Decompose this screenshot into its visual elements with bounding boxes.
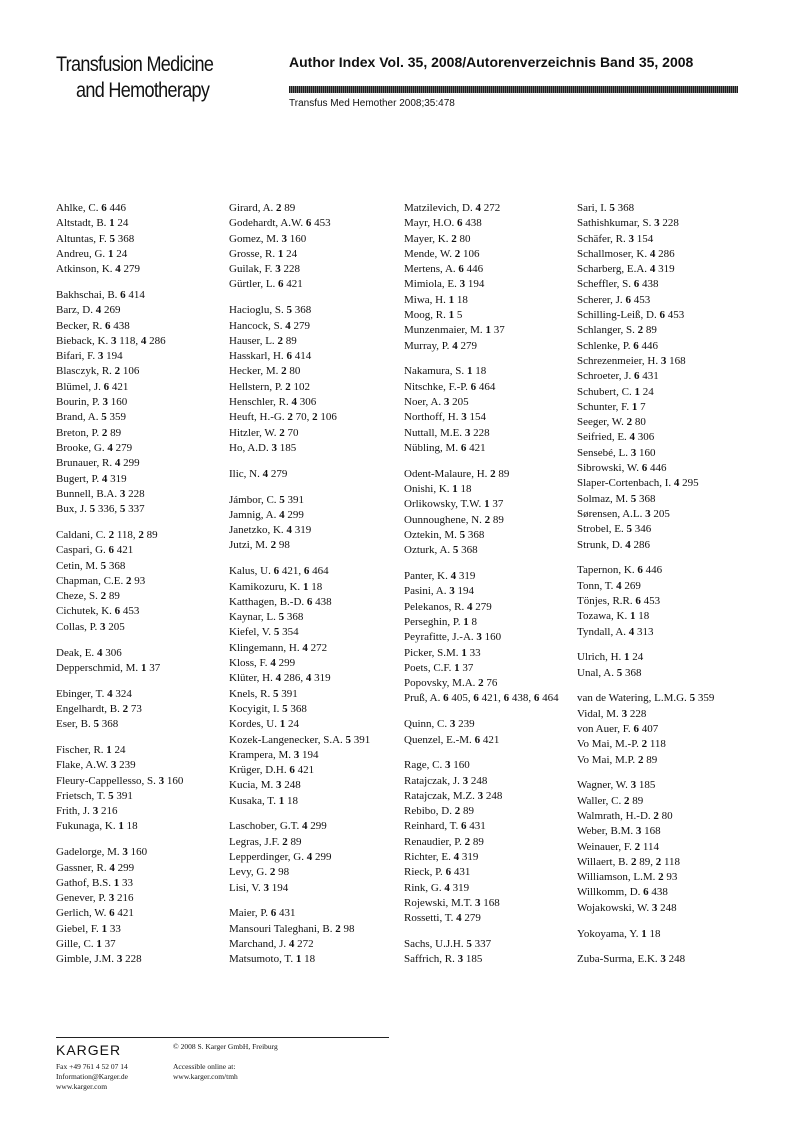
- copyright: © 2008 S. Karger GmbH, Freiburg: [173, 1042, 278, 1051]
- author-entry: Waller, C. 2 89: [577, 794, 644, 807]
- email-link[interactable]: Information@Karger.de: [56, 1072, 128, 1081]
- author-entry: Giebel, F. 1 33: [56, 922, 121, 935]
- author-entry: Bux, J. 5 336, 5 337: [56, 503, 145, 516]
- author-entry: Frith, J. 3 216: [56, 805, 118, 818]
- author-entry: Hauser, L. 2 89: [229, 334, 297, 347]
- author-entry: Schäfer, R. 3 154: [577, 232, 654, 245]
- author-entry: Guilak, F. 3 228: [229, 263, 300, 276]
- author-entry: Collas, P. 3 205: [56, 620, 125, 633]
- author-entry: Matzilevich, D. 4 272: [404, 202, 501, 214]
- group-gap: [229, 456, 397, 467]
- author-entry: Levy, G. 2 98: [229, 866, 290, 879]
- author-entry: Schallmoser, K. 4 286: [577, 247, 675, 260]
- author-entry: Altuntas, F. 5 368: [56, 232, 135, 245]
- author-entry: Willkomm, D. 6 438: [577, 886, 668, 899]
- author-entry: Legras, J.F. 2 89: [229, 835, 302, 848]
- author-entry: Scharberg, E.A. 4 319: [577, 263, 675, 276]
- author-entry: Seeger, W. 2 80: [577, 416, 646, 429]
- author-entry: Hancock, S. 4 279: [229, 319, 310, 332]
- author-entry: Lepperdinger, G. 4 299: [229, 851, 332, 864]
- author-entry: Willaert, B. 2 89, 2 118: [577, 855, 681, 868]
- author-entry: Gille, C. 1 37: [56, 938, 116, 951]
- author-entry: Schubert, C. 1 24: [577, 385, 654, 398]
- author-entry: Kloss, F. 4 299: [229, 657, 296, 670]
- author-entry: Vo Mai, M.-P. 2 118: [577, 738, 666, 751]
- author-entry: Matsumoto, T. 1 18: [229, 953, 316, 966]
- author-entry: Saffrich, R. 3 185: [404, 953, 483, 966]
- author-entry: Strobel, E. 5 346: [577, 523, 652, 536]
- author-entry: Schilling-Leiß, D. 6 453: [577, 309, 685, 322]
- online-access: [173, 1062, 238, 1082]
- author-entry: Caspari, G. 6 421: [56, 544, 134, 557]
- author-entry: Chapman, C.E. 2 93: [56, 574, 146, 587]
- author-entry: Altstadt, B. 1 24: [56, 217, 129, 230]
- author-entry: Fukunaga, K. 1 18: [56, 820, 138, 833]
- author-entry: Odent-Malaure, H. 2 89: [404, 467, 510, 480]
- author-entry: Orlikowsky, T.W. 1 37: [404, 498, 504, 511]
- author-entry: Rojewski, M.T. 3 168: [404, 896, 500, 909]
- author-entry: Hacioglu, S. 5 368: [229, 304, 312, 317]
- author-entry: Kucia, M. 3 248: [229, 779, 301, 792]
- author-entry: Pelekanos, R. 4 279: [404, 600, 492, 613]
- author-entry: Heuft, H.-G. 2 70, 2 106: [229, 411, 337, 424]
- author-entry: Rieck, P. 6 431: [404, 866, 471, 879]
- author-entry: Northoff, H. 3 154: [404, 411, 486, 424]
- author-entry: Williamson, L.M. 2 93: [577, 871, 678, 884]
- author-entry: Ahlke, C. 6 446: [56, 202, 126, 214]
- author-entry: Pasini, A. 3 194: [404, 585, 474, 598]
- accessible-label: Accessible online at:: [173, 1062, 236, 1071]
- website-link[interactable]: www.karger.com: [56, 1082, 108, 1091]
- group-gap: [577, 768, 745, 779]
- author-entry: Zuba-Surma, E.K. 3 248: [577, 953, 686, 966]
- author-entry: Yokoyama, Y. 1 18: [577, 927, 661, 940]
- author-entry: Scheffler, S. 6 438: [577, 278, 659, 291]
- group-gap: [56, 676, 224, 687]
- group-gap: [56, 835, 224, 846]
- author-entry: Jamnig, A. 4 299: [229, 508, 304, 521]
- group-gap: [577, 916, 745, 927]
- author-entry: Kiefel, V. 5 354: [229, 626, 299, 639]
- page-title: Author Index Vol. 35, 2008/Autorenverzeichnis Band 35, 2008: [289, 54, 694, 70]
- author-entry: Gürtler, L. 6 421: [229, 278, 303, 291]
- author-entry: Marchand, J. 4 272: [229, 938, 314, 951]
- author-entry: Slaper-Cortenbach, I. 4 295: [577, 477, 699, 490]
- author-entry: Sensebé, L. 3 160: [577, 446, 656, 459]
- author-entry: Unal, A. 5 368: [577, 666, 642, 679]
- author-entry: Ozturk, A. 5 368: [404, 544, 478, 557]
- author-entry: Becker, R. 6 438: [56, 319, 130, 332]
- author-entry: Munzenmaier, M. 1 37: [404, 324, 505, 337]
- author-entry: Jutzi, M. 2 98: [229, 539, 290, 552]
- author-entry: Scherer, J. 6 453: [577, 293, 651, 306]
- group-gap: [404, 354, 572, 365]
- group-gap: [404, 707, 572, 718]
- group-gap: [229, 554, 397, 565]
- author-entry: Weinauer, F. 2 114: [577, 840, 660, 853]
- author-entry: Bourin, P. 3 160: [56, 396, 128, 409]
- author-entry: Depperschmid, M. 1 37: [56, 661, 161, 674]
- author-entry: Grosse, R. 1 24: [229, 247, 298, 260]
- author-entry: Schlenke, P. 6 446: [577, 339, 658, 352]
- index-column-4: [577, 201, 745, 968]
- group-gap: [404, 456, 572, 467]
- author-entry: Gathof, B.S. 1 33: [56, 876, 133, 889]
- author-entry: Gimble, J.M. 3 228: [56, 953, 142, 966]
- author-entry: Quenzel, E.-M. 6 421: [404, 733, 500, 746]
- group-gap: [577, 553, 745, 564]
- author-entry: Moog, R. 1 5: [404, 309, 463, 322]
- author-entry: van de Watering, L.M.G. 5 359: [577, 692, 715, 705]
- author-entry: Tapernon, K. 6 446: [577, 564, 663, 577]
- author-entry: Kaynar, L. 5 368: [229, 611, 304, 624]
- author-entry: Blümel, J. 6 421: [56, 380, 129, 393]
- author-entry: Nübling, M. 6 421: [404, 441, 486, 454]
- author-entry: von Auer, F. 6 407: [577, 723, 659, 735]
- author-entry: Schlanger, S. 2 89: [577, 324, 657, 337]
- author-entry: Andreu, G. 1 24: [56, 247, 128, 260]
- author-entry: Atkinson, K. 4 279: [56, 263, 141, 276]
- author-entry: Kamikozuru, K. 1 18: [229, 580, 323, 593]
- author-entry: Quinn, C. 3 239: [404, 718, 475, 731]
- group-gap: [56, 733, 224, 744]
- author-entry: Perseghin, P. 1 8: [404, 615, 478, 628]
- author-entry: Brunauer, R. 4 299: [56, 457, 140, 470]
- author-entry: Ebinger, T. 4 324: [56, 687, 132, 700]
- author-entry: Sørensen, A.L. 3 205: [577, 507, 670, 520]
- journal-logo-line2: and Hemotherapy: [76, 79, 210, 102]
- journal-logo-line1: Transfusion Medicine: [56, 53, 214, 76]
- author-entry: Ilic, N. 4 279: [229, 467, 288, 480]
- author-entry: Seifried, E. 4 306: [577, 431, 655, 444]
- fax: Fax +49 761 4 52 07 14: [56, 1062, 128, 1071]
- index-column-2: [229, 201, 397, 968]
- author-entry: Onishi, K. 1 18: [404, 483, 472, 496]
- author-entry: Ratajczak, J. 3 248: [404, 774, 488, 787]
- author-entry: Strunk, D. 4 286: [577, 538, 651, 551]
- index-column-3: [404, 201, 572, 968]
- author-entry: Tyndall, A. 4 313: [577, 625, 654, 638]
- author-entry: Wagner, W. 3 185: [577, 779, 656, 792]
- author-entry: Sibrowski, W. 6 446: [577, 462, 667, 475]
- author-entry: Gomez, M. 3 160: [229, 232, 307, 245]
- group-gap: [56, 635, 224, 646]
- author-entry: Rink, G. 4 319: [404, 881, 470, 894]
- author-entry: Tozawa, K. 1 18: [577, 610, 650, 623]
- author-entry: Pruß, A. 6 405, 6 421, 6 438, 6 464: [404, 692, 559, 705]
- author-entry: Poets, C.F. 1 37: [404, 661, 474, 674]
- author-entry: Nakamura, S. 1 18: [404, 365, 487, 378]
- author-entry: Bakhschai, B. 6 414: [56, 288, 145, 301]
- author-entry: Miwa, H. 1 18: [404, 293, 468, 306]
- header-rule: [289, 86, 738, 93]
- author-entry: Tonn, T. 4 269: [577, 579, 641, 592]
- author-entry: Mende, W. 2 106: [404, 247, 480, 260]
- author-entry: Flake, A.W. 3 239: [56, 759, 136, 772]
- author-entry: Barz, D. 4 269: [56, 304, 121, 317]
- author-entry: Blasczyk, R. 2 106: [56, 365, 140, 378]
- author-entry: Lisi, V. 3 194: [229, 881, 289, 894]
- author-entry: Henschler, R. 4 306: [229, 396, 317, 409]
- author-entry: Weber, B.M. 3 168: [577, 825, 661, 838]
- author-entry: Panter, K. 4 319: [404, 570, 476, 583]
- author-entry: Mimiola, E. 3 194: [404, 278, 485, 291]
- author-entry: Frietsch, T. 5 391: [56, 789, 133, 802]
- group-gap: [229, 896, 397, 907]
- author-entry: Noer, A. 3 205: [404, 396, 469, 409]
- author-entry: Kusaka, T. 1 18: [229, 794, 298, 807]
- author-entry: Hitzler, W. 2 70: [229, 426, 299, 439]
- author-entry: Rebibo, D. 2 89: [404, 805, 474, 818]
- author-entry: Gadelorge, M. 3 160: [56, 846, 148, 859]
- author-entry: Sathishkumar, S. 3 228: [577, 217, 679, 230]
- author-entry: Walmrath, H.-D. 2 80: [577, 809, 673, 822]
- author-entry: Mayr, H.O. 6 438: [404, 217, 482, 230]
- author-entry: Bunnell, B.A. 3 228: [56, 487, 145, 500]
- author-entry: Janetzko, K. 4 319: [229, 524, 312, 537]
- author-entry: Vidal, M. 3 228: [577, 707, 647, 720]
- author-entry: Krampera, M. 3 194: [229, 748, 319, 761]
- group-gap: [404, 927, 572, 938]
- author-entry: Hecker, M. 2 80: [229, 365, 301, 378]
- author-entry: Ulrich, H. 1 24: [577, 651, 644, 664]
- author-entry: Schroeter, J. 6 431: [577, 370, 659, 383]
- author-entry: Breton, P. 2 89: [56, 426, 122, 439]
- group-gap: [229, 482, 397, 493]
- group-gap: [404, 748, 572, 759]
- author-entry: Bugert, P. 4 319: [56, 472, 127, 485]
- group-gap: [229, 809, 397, 820]
- group-gap: [229, 293, 397, 304]
- group-gap: [404, 559, 572, 570]
- author-entry: Girard, A. 2 89: [229, 202, 296, 214]
- author-entry: Kordes, U. 1 24: [229, 718, 299, 731]
- citation: Transfus Med Hemother 2008;35:478: [289, 98, 455, 109]
- author-entry: Caldani, C. 2 118, 2 89: [56, 528, 158, 541]
- author-entry: Eser, B. 5 368: [56, 718, 119, 731]
- author-entry: Kozek-Langenecker, S.A. 5 391: [229, 733, 371, 746]
- group-gap: [56, 517, 224, 528]
- index-column-1: [56, 201, 224, 968]
- accessible-url-link[interactable]: www.karger.com/tmh: [173, 1072, 238, 1081]
- author-entry: Knels, R. 5 391: [229, 687, 298, 700]
- author-entry: Wojakowski, W. 3 248: [577, 901, 677, 914]
- author-entry: Gassner, R. 4 299: [56, 861, 135, 874]
- author-entry: Schrezenmeier, H. 3 168: [577, 354, 686, 367]
- author-entry: Tönjes, R.R. 6 453: [577, 594, 661, 607]
- author-entry: Genever, P. 3 216: [56, 892, 134, 905]
- author-entry: Vo Mai, M.P. 2 89: [577, 753, 658, 766]
- author-entry: Reinhard, T. 6 431: [404, 820, 486, 833]
- author-entry: Kalus, U. 6 421, 6 464: [229, 565, 329, 578]
- author-entry: Jámbor, C. 5 391: [229, 493, 305, 506]
- author-entry: Godehardt, A.W. 6 453: [229, 217, 331, 230]
- author-entry: Renaudier, P. 2 89: [404, 835, 484, 848]
- author-entry: Krüger, D.H. 6 421: [229, 764, 315, 777]
- author-entry: Rossetti, T. 4 279: [404, 912, 481, 925]
- group-gap: [577, 640, 745, 651]
- author-entry: Schunter, F. 1 7: [577, 400, 646, 413]
- author-entry: Fleury-Cappellesso, S. 3 160: [56, 774, 184, 787]
- publisher-contact: [56, 1062, 128, 1092]
- author-entry: Picker, S.M. 1 33: [404, 646, 481, 659]
- author-entry: Klüter, H. 4 286, 4 319: [229, 672, 331, 685]
- author-entry: Ounnoughene, N. 2 89: [404, 513, 504, 526]
- group-gap: [577, 681, 745, 692]
- footer-rule: [56, 1037, 389, 1038]
- author-entry: Sari, I. 5 368: [577, 202, 635, 214]
- group-gap: [577, 942, 745, 953]
- author-entry: Solmaz, M. 5 368: [577, 492, 656, 505]
- author-entry: Mayer, K. 2 80: [404, 232, 471, 245]
- author-entry: Cetin, M. 5 368: [56, 559, 126, 572]
- author-entry: Rage, C. 3 160: [404, 759, 470, 772]
- author-entry: Bifari, F. 3 194: [56, 350, 123, 363]
- author-entry: Mertens, A. 6 446: [404, 263, 484, 276]
- author-entry: Ratajczak, M.Z. 3 248: [404, 789, 503, 802]
- author-entry: Laschober, G.T. 4 299: [229, 820, 327, 833]
- author-entry: Cichutek, K. 6 453: [56, 605, 140, 618]
- group-gap: [56, 277, 224, 288]
- author-entry: Peyrafitte, J.-A. 3 160: [404, 631, 502, 644]
- author-entry: Brooke, G. 4 279: [56, 441, 133, 454]
- author-entry: Brand, A. 5 359: [56, 411, 126, 424]
- author-entry: Katthagen, B.-D. 6 438: [229, 595, 332, 608]
- author-entry: Mansouri Taleghani, B. 2 98: [229, 922, 355, 935]
- author-entry: Hasskarl, H. 6 414: [229, 350, 312, 363]
- author-entry: Bieback, K. 3 118, 4 286: [56, 334, 166, 347]
- author-entry: Engelhardt, B. 2 73: [56, 702, 142, 715]
- author-entry: Richter, E. 4 319: [404, 851, 479, 864]
- author-entry: Nuttall, M.E. 3 228: [404, 426, 490, 439]
- author-entry: Fischer, R. 1 24: [56, 744, 126, 756]
- author-entry: Hellstern, P. 2 102: [229, 380, 310, 393]
- author-entry: Gerlich, W. 6 421: [56, 907, 134, 920]
- author-entry: Popovsky, M.A. 2 76: [404, 677, 498, 690]
- author-entry: Kocyigit, I. 5 368: [229, 702, 307, 715]
- publisher-logo: KARGER: [56, 1042, 122, 1058]
- author-entry: Ho, A.D. 3 185: [229, 441, 297, 454]
- author-entry: Deak, E. 4 306: [56, 646, 122, 659]
- author-entry: Sachs, U.J.H. 5 337: [404, 938, 492, 951]
- author-entry: Cheze, S. 2 89: [56, 590, 120, 603]
- author-entry: Oztekin, M. 5 368: [404, 528, 485, 541]
- author-entry: Klingemann, H. 4 272: [229, 641, 328, 654]
- author-entry: Nitschke, F.-P. 6 464: [404, 380, 496, 393]
- author-entry: Murray, P. 4 279: [404, 339, 477, 352]
- author-entry: Maier, P. 6 431: [229, 907, 296, 920]
